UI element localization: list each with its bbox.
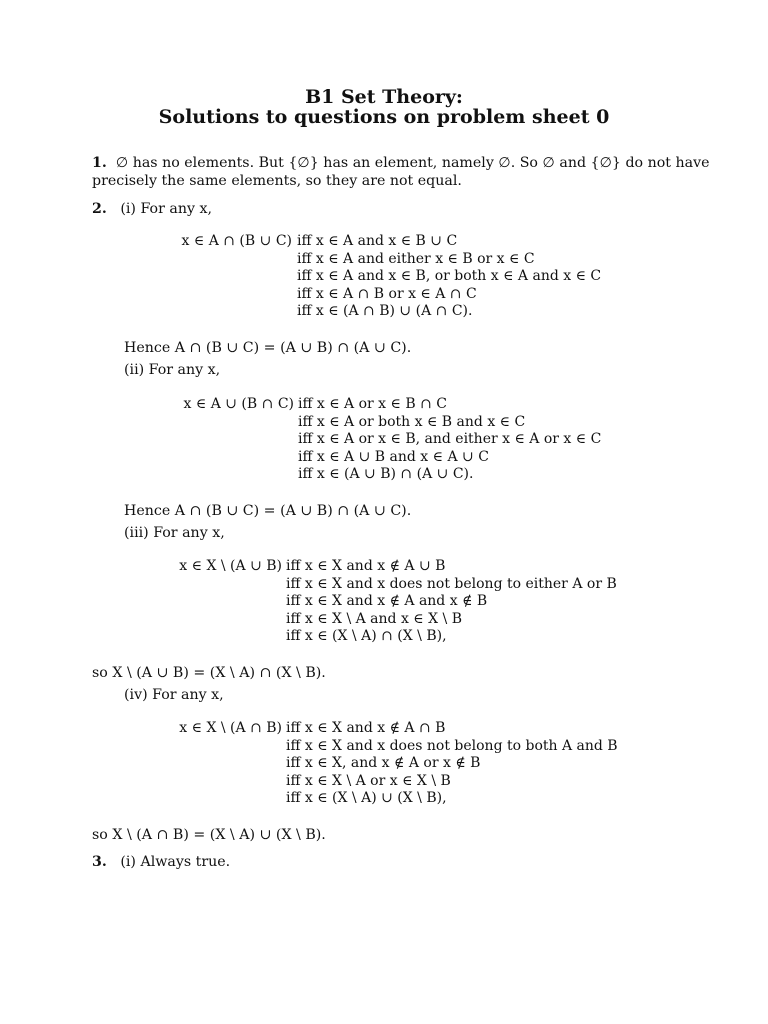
question-2-label: 2. xyxy=(92,201,107,217)
equation-iii-row-4: iff x ∈ X \ A and x ∈ X \ B xyxy=(286,610,462,627)
equation-i-lhs: x ∈ A ∩ (B ∪ C) xyxy=(181,233,292,249)
equation-iv-row-2: iff x ∈ X and x does not belong to both A and B xyxy=(286,737,618,754)
question-2-part-i-conclusion: Hence A ∩ (B ∪ C) = (A ∪ B) ∩ (A ∪ C). xyxy=(124,340,412,356)
question-2-part-iv-intro: (iv) For any x, xyxy=(124,687,224,703)
equation-ii-row-5: iff x ∈ (A ∪ B) ∩ (A ∪ C). xyxy=(298,466,474,482)
question-1 xyxy=(92,154,710,172)
equation-iii-lhs: x ∈ X \ (A ∪ B) xyxy=(179,558,282,574)
equation-i-row-4: iff x ∈ A ∩ B or x ∈ A ∩ C xyxy=(297,285,477,302)
equation-i-row-5: iff x ∈ (A ∩ B) ∪ (A ∩ C). xyxy=(297,303,473,319)
question-2-part-iv-conclusion: so X \ (A ∩ B) = (X \ A) ∪ (X \ B). xyxy=(92,827,326,843)
equation-ii-row-2: iff x ∈ A or both x ∈ B and x ∈ C xyxy=(298,413,526,430)
question-1-line-2: precisely the same elements, so they are not equal. xyxy=(92,173,462,189)
question-1-label: 1. xyxy=(92,155,107,171)
question-2-part-i-intro-row xyxy=(92,200,212,218)
question-3-label: 3. xyxy=(92,854,107,870)
equation-iv-row-3: iff x ∈ X, and x ∉ A or x ∉ B xyxy=(286,755,481,771)
equation-iii-row-1: iff x ∈ X and x ∉ A ∪ B xyxy=(286,558,446,574)
question-1-line-1: ∅ has no elements. But {∅} has an element, namely ∅. So ∅ and {∅} do not have xyxy=(115,155,710,171)
question-2-part-i-intro: (i) For any x, xyxy=(120,201,212,217)
question-2-part-ii-conclusion: Hence A ∩ (B ∪ C) = (A ∪ B) ∩ (A ∪ C). xyxy=(124,503,412,519)
document-title-line-1: B1 Set Theory: xyxy=(305,86,463,108)
equation-iv-row-1: iff x ∈ X and x ∉ A ∩ B xyxy=(286,720,446,736)
equation-ii-row-4: iff x ∈ A ∪ B and x ∈ A ∪ C xyxy=(298,448,489,465)
equation-iv-row-5: iff x ∈ (X \ A) ∪ (X \ B), xyxy=(286,790,447,806)
equation-i-row-2: iff x ∈ A and either x ∈ B or x ∈ C xyxy=(297,250,535,267)
question-2-part-iii-conclusion: so X \ (A ∪ B) = (X \ A) ∩ (X \ B). xyxy=(92,665,326,681)
document-title-line-2: Solutions to questions on problem sheet 0 xyxy=(158,106,610,128)
question-2-part-ii-intro: (ii) For any x, xyxy=(124,362,221,378)
equation-ii-lhs: x ∈ A ∪ (B ∩ C) xyxy=(183,396,294,412)
question-2-part-iii-intro: (iii) For any x, xyxy=(124,525,225,541)
equation-iii-row-3: iff x ∈ X and x ∉ A and x ∉ B xyxy=(286,593,488,609)
equation-ii-row-1: iff x ∈ A or x ∈ B ∩ C xyxy=(298,396,447,412)
equation-iv-lhs: x ∈ X \ (A ∩ B) xyxy=(179,720,282,736)
equation-iii-row-5: iff x ∈ (X \ A) ∩ (X \ B), xyxy=(286,628,447,644)
question-3 xyxy=(92,853,230,871)
question-3-part-i: (i) Always true. xyxy=(120,854,231,870)
equation-iii-row-2: iff x ∈ X and x does not belong to either A or B xyxy=(286,575,617,592)
equation-i-row-3: iff x ∈ A and x ∈ B, or both x ∈ A and x ∈ C xyxy=(297,268,602,284)
equation-i-row-1: iff x ∈ A and x ∈ B ∪ C xyxy=(297,233,458,249)
equation-iv-row-4: iff x ∈ X \ A or x ∈ X \ B xyxy=(286,772,451,789)
equation-ii-row-3: iff x ∈ A or x ∈ B, and either x ∈ A or x ∈ C xyxy=(298,431,602,447)
